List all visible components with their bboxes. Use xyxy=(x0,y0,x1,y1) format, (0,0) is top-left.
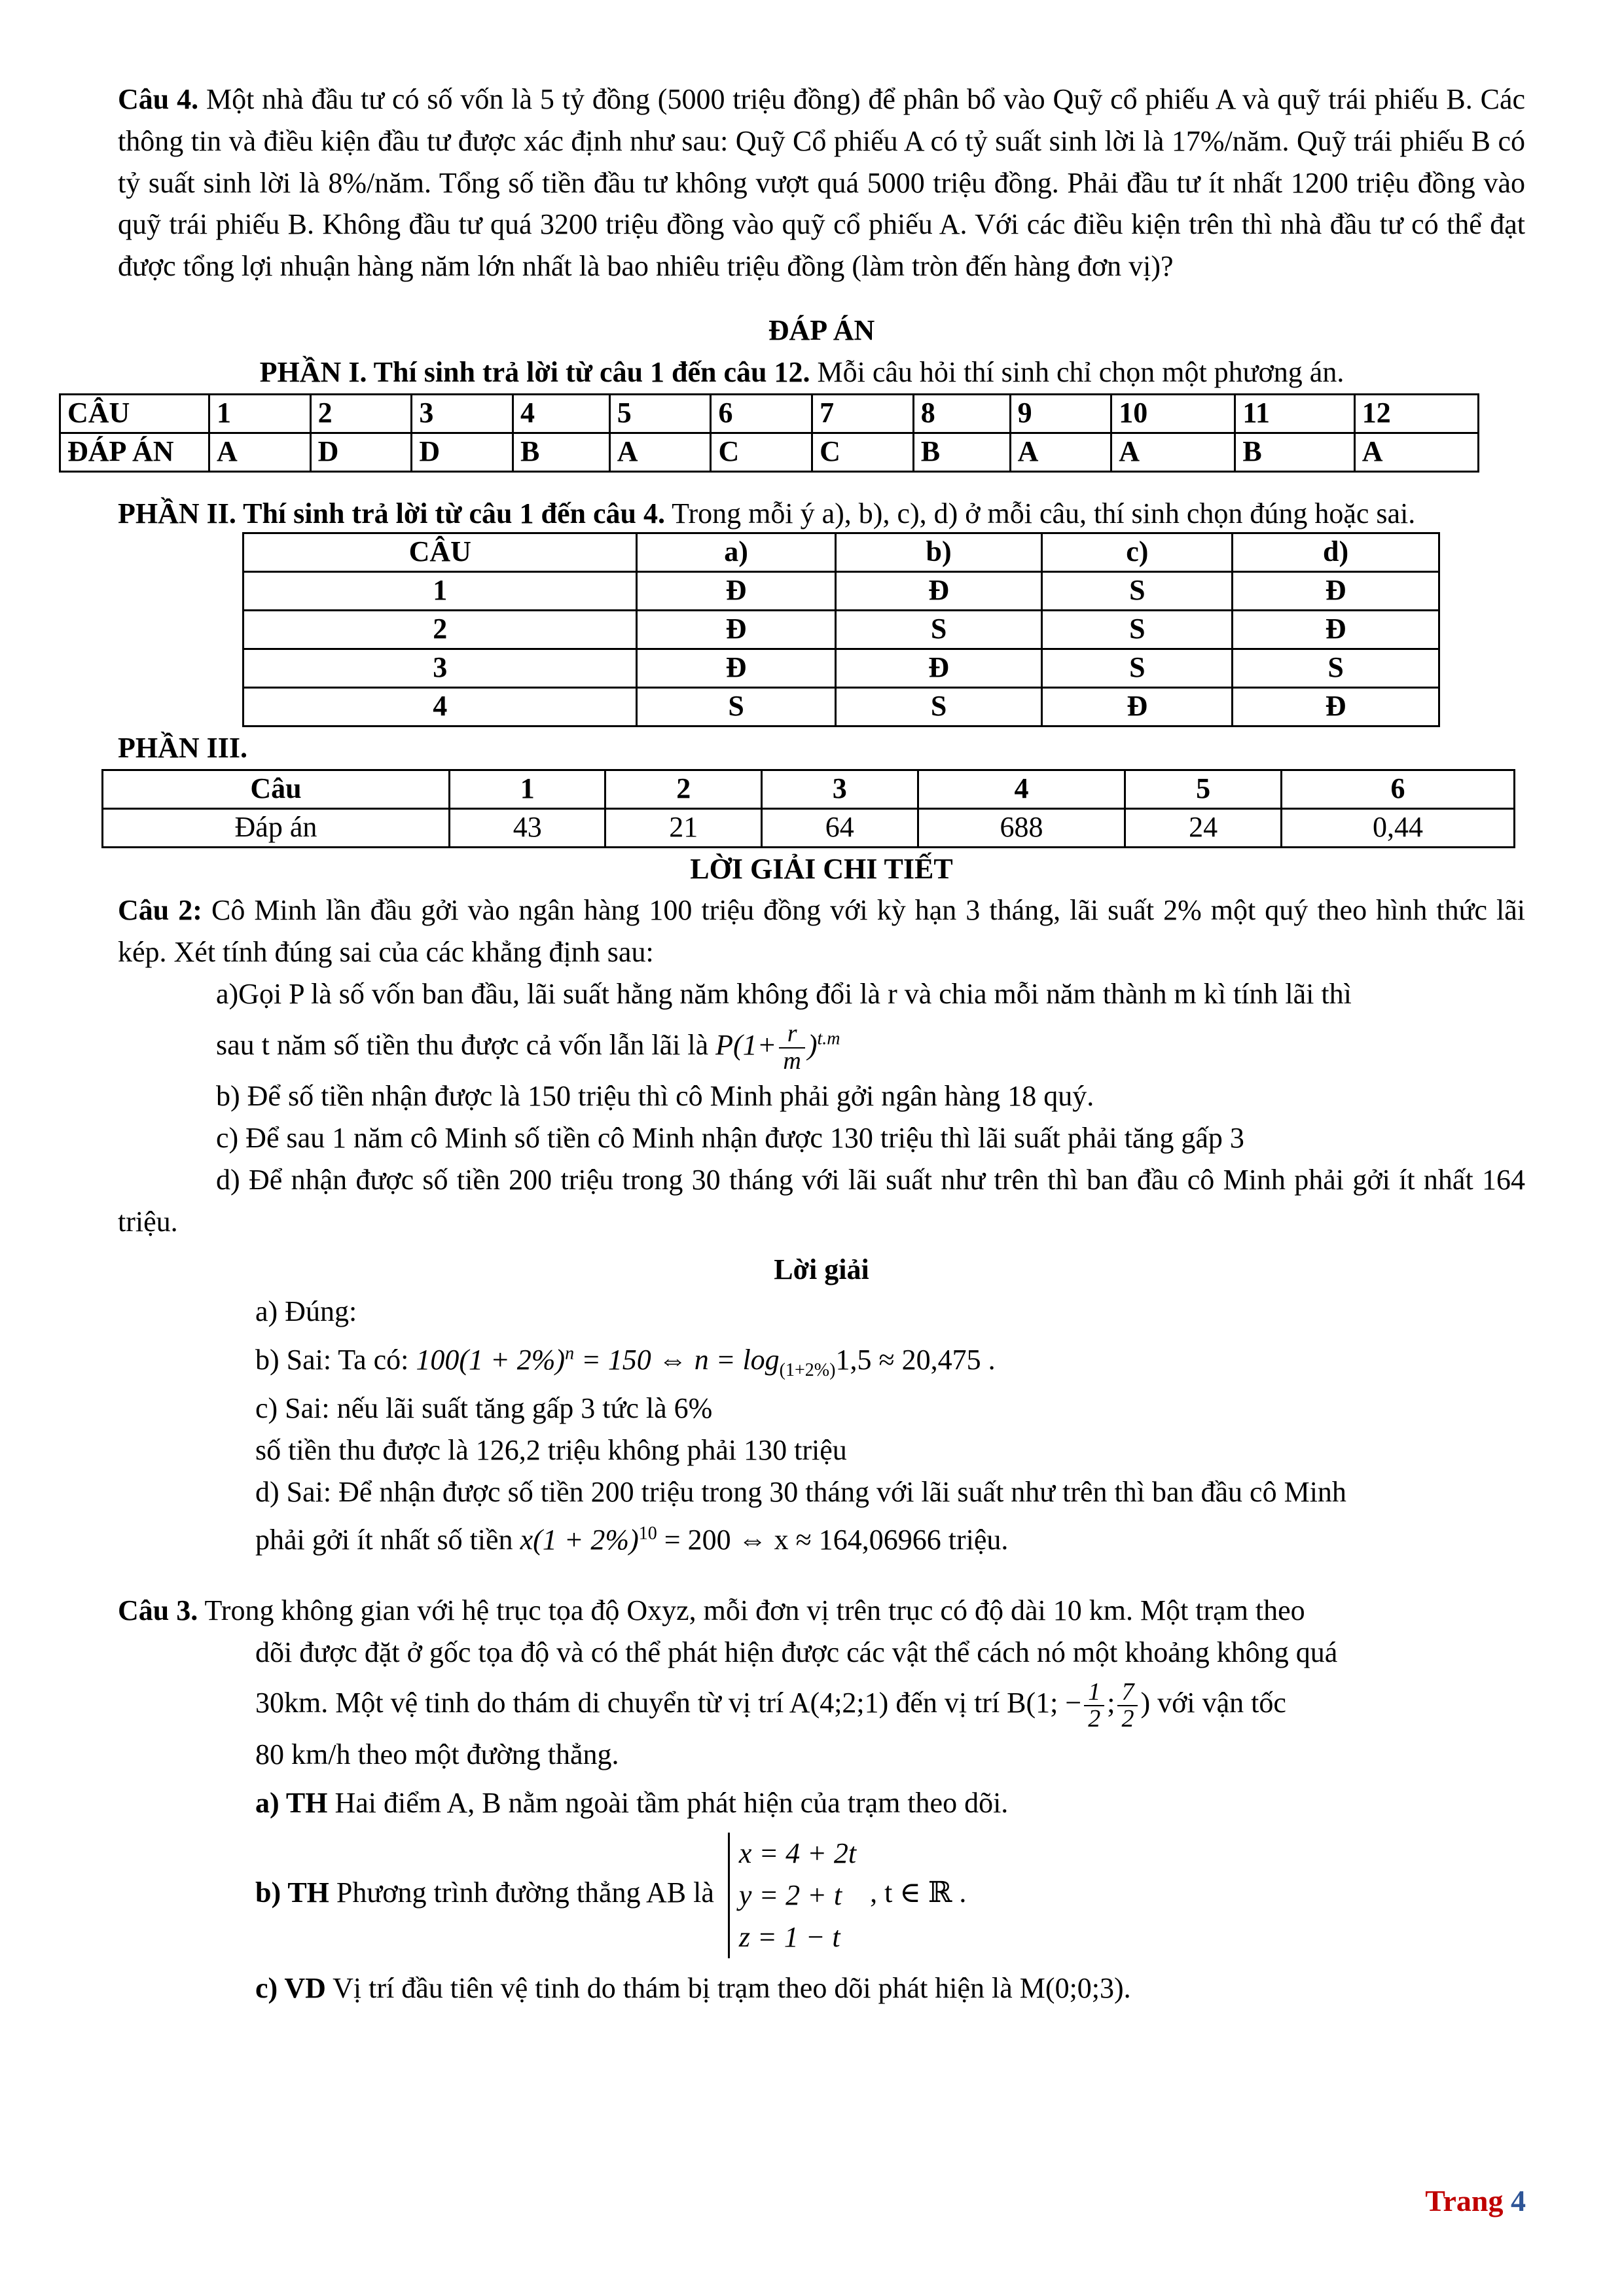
q2-solution-a: a) Đúng: xyxy=(255,1295,357,1328)
fraction-denominator: 2 xyxy=(1121,1705,1134,1733)
equation-x: x = 4 + 2t xyxy=(738,1837,857,1870)
table-cell: 9 xyxy=(1010,394,1111,433)
formula-right: ) xyxy=(807,1028,818,1061)
fraction-denominator: 2 xyxy=(1088,1705,1101,1733)
table-cell: A xyxy=(609,433,711,471)
question-3 xyxy=(118,1590,1525,1632)
line-equation-system xyxy=(728,1833,856,1958)
part3-heading: PHẦN III. xyxy=(118,731,248,764)
table-cell: 4 xyxy=(244,687,637,726)
q2-solution-d1: d) Sai: Để nhận được số tiền 200 triệu trong 30 tháng với lãi suất như trên thì ban đầu cô Minh xyxy=(255,1475,1346,1508)
table-row xyxy=(244,533,1439,571)
solution-d-math: x(1 + 2%) xyxy=(520,1524,639,1556)
q2-solution-c2: số tiền thu được là 126,2 triệu không phải 130 triệu xyxy=(255,1433,847,1466)
table-cell: a) xyxy=(637,533,835,571)
table-cell: Đ xyxy=(1233,571,1439,610)
table-cell: 3 xyxy=(761,770,918,808)
table-cell: S xyxy=(1042,610,1233,649)
table-row xyxy=(244,571,1439,610)
q3-c-tag: c) VD xyxy=(255,1971,326,2004)
page-content xyxy=(67,79,1526,2009)
q2-statement-d: d) Để nhận được số tiền 200 triệu trong 30 tháng với lãi suất như trên thì ban đầu cô Minh phải gởi ít nhất 164 triệu. xyxy=(118,1163,1525,1238)
solution-b-mid: = 150 ⇔ n = log xyxy=(574,1343,780,1376)
equation-y: y = 2 + t xyxy=(738,1879,842,1912)
table-cell: 3 xyxy=(244,649,637,687)
table-row xyxy=(103,808,1515,847)
table-cell: Câu xyxy=(103,770,450,808)
formula-left: P(1+ xyxy=(715,1028,777,1061)
q2-statement-c: c) Để sau 1 năm cô Minh số tiền cô Minh nhận được 130 triệu thì lãi suất phải tăng gấp 3 xyxy=(216,1121,1244,1154)
table-cell: CÂU xyxy=(60,394,209,433)
table-cell: S xyxy=(1042,649,1233,687)
part3-table xyxy=(101,769,1515,848)
solution-b-exponent: n xyxy=(565,1343,575,1364)
part2-heading-bold: PHẦN II. Thí sinh trả lời từ câu 1 đến câu 4. xyxy=(118,497,665,529)
question-4-label: Câu 4. xyxy=(118,83,199,115)
question-4 xyxy=(118,79,1525,287)
table-cell: Đ xyxy=(835,571,1042,610)
q2-statement-a-text: sau t năm số tiền thu được cả vốn lẫn lãi là xyxy=(216,1028,709,1061)
table-cell: 11 xyxy=(1235,394,1354,433)
table-cell: S xyxy=(1233,649,1439,687)
solution-b-subscript: (1+2%) xyxy=(779,1359,836,1380)
q3-b-tail: , t ∈ ℝ . xyxy=(863,1876,967,1909)
table-cell: B xyxy=(513,433,609,471)
q3-b-text: Phương trình đường thẳng AB là xyxy=(329,1876,714,1909)
table-cell: Đ xyxy=(637,649,835,687)
table-cell: B xyxy=(1235,433,1354,471)
page-number-label: Trang xyxy=(1425,2184,1504,2217)
fraction-numerator: r xyxy=(779,1021,804,1049)
table-cell: B xyxy=(913,433,1010,471)
q2-statement-a: a)Gọi P là số vốn ban đầu, lãi suất hằng năm không đổi là r và chia mỗi năm thành m kì tính lãi thì xyxy=(216,977,1352,1010)
part2-heading xyxy=(118,495,1525,532)
question-4-text: Một nhà đầu tư có số vốn là 5 tỷ đồng (5000 triệu đồng) để phân bổ vào Quỹ cổ phiếu A và quỹ trái phiếu B. Các thông tin và điều kiện đầu tư được xác định như sau: Quỹ Cổ phiếu A có tỷ suất sinh lời là 17%/năm. Quỹ trái phiếu B có tỷ suất sinh lời là 8%/năm. Tổng số tiền đầu tư không vượt quá 5000 triệu đồng. Phải đầu tư ít nhất 1200 triệu đồng vào quỹ trái phiếu B. Không đầu tư quá 3200 triệu đồng vào quỹ cổ phiếu A. Với các điều kiện trên thì nhà đầu tư có thể đạt được tổng lợi nhuận hàng năm lớn nhất là bao nhiêu triệu đồng (làm tròn đến hàng đơn vị)? xyxy=(118,83,1526,283)
q3-fraction-1 xyxy=(1084,1679,1104,1733)
table-cell: 6 xyxy=(1281,770,1514,808)
solution-b-end: 1,5 ≈ 20,475 . xyxy=(835,1343,996,1376)
table-cell: 43 xyxy=(449,808,605,847)
table-cell: 64 xyxy=(761,808,918,847)
table-cell: 5 xyxy=(1125,770,1282,808)
solution-d-exponent: 10 xyxy=(638,1523,657,1544)
table-row xyxy=(60,394,1479,433)
table-cell: CÂU xyxy=(244,533,637,571)
part1-heading xyxy=(79,351,1525,393)
solution-d-prefix: phải gởi ít nhất số tiền xyxy=(255,1524,520,1556)
table-cell: 1 xyxy=(449,770,605,808)
table-cell: d) xyxy=(1233,533,1439,571)
table-cell: Đáp án xyxy=(103,808,450,847)
table-cell: S xyxy=(835,610,1042,649)
table-cell: S xyxy=(1042,571,1233,610)
solution-d-end: = 200 ⇔ x ≈ 164,06966 triệu. xyxy=(657,1524,1009,1556)
q2-statement-a-cont xyxy=(118,1015,1525,1075)
table-row xyxy=(103,770,1515,808)
part1-heading-bold: PHẦN I. Thí sinh trả lời từ câu 1 đến câu 12. xyxy=(259,355,810,388)
table-cell: Đ xyxy=(637,571,835,610)
table-row xyxy=(60,433,1479,471)
table-cell: 2 xyxy=(310,394,412,433)
table-cell: 21 xyxy=(605,808,762,847)
table-cell: 8 xyxy=(913,394,1010,433)
table-cell: 4 xyxy=(513,394,609,433)
table-cell: 3 xyxy=(412,394,513,433)
q2-solution-d2 xyxy=(118,1513,1525,1568)
q2-solution-b xyxy=(118,1333,1525,1388)
q3-a-tag: a) TH xyxy=(255,1786,328,1819)
solution-title: LỜI GIẢI CHI TIẾT xyxy=(690,852,953,885)
table-cell: 24 xyxy=(1125,808,1282,847)
table-cell: 2 xyxy=(244,610,637,649)
part2-table xyxy=(242,532,1440,727)
table-row xyxy=(244,649,1439,687)
q3-text3-mid: ; xyxy=(1107,1687,1115,1719)
q3-statement-b xyxy=(118,1833,1525,1958)
table-cell: A xyxy=(1111,433,1235,471)
q2-statement-b: b) Để số tiền nhận được là 150 triệu thì cô Minh phải gởi ngân hàng 18 quý. xyxy=(216,1080,1094,1113)
answers-title: ĐÁP ÁN xyxy=(768,314,875,346)
q3-a-text: Hai điểm A, B nằm ngoài tầm phát hiện của trạm theo dõi. xyxy=(327,1786,1009,1819)
question-2-label: Câu 2: xyxy=(118,894,202,927)
question-2 xyxy=(118,889,1525,973)
fraction-numerator: 1 xyxy=(1084,1679,1104,1707)
table-cell: Đ xyxy=(1233,687,1439,726)
table-cell: 2 xyxy=(605,770,762,808)
table-cell: 5 xyxy=(609,394,711,433)
fraction-denominator: m xyxy=(783,1047,801,1075)
q2-formula xyxy=(715,1019,840,1075)
equation-z: z = 1 − t xyxy=(738,1921,840,1954)
table-cell: 1 xyxy=(244,571,637,610)
table-cell: 0,44 xyxy=(1281,808,1514,847)
q2-solution-c1: c) Sai: nếu lãi suất tăng gấp 3 tức là 6% xyxy=(255,1391,713,1424)
table-cell: C xyxy=(812,433,914,471)
table-cell: Đ xyxy=(637,610,835,649)
table-cell: 6 xyxy=(711,394,812,433)
solution-b-math: 100(1 + 2%) xyxy=(416,1343,566,1376)
table-cell: A xyxy=(1354,433,1478,471)
table-cell: S xyxy=(835,687,1042,726)
formula-exponent: t.m xyxy=(817,1028,840,1049)
q3-fraction-2 xyxy=(1117,1679,1138,1733)
table-cell: Đ xyxy=(835,649,1042,687)
page-number xyxy=(1425,2179,1526,2223)
table-cell: 688 xyxy=(918,808,1125,847)
fraction-numerator: 7 xyxy=(1117,1679,1138,1707)
q3-text4: 80 km/h theo một đường thẳng. xyxy=(255,1738,619,1770)
table-row xyxy=(244,610,1439,649)
table-cell: S xyxy=(637,687,835,726)
q3-text3-pre: 30km. Một vệ tinh do thám di chuyển từ vị trí A(4;2;1) đến vị trí B(1; − xyxy=(255,1687,1082,1719)
q3-text2: dõi được đặt ở gốc tọa độ và có thể phát hiện được các vật thể cách nó một khoảng không quá xyxy=(255,1636,1338,1668)
question-3-text1: Trong không gian với hệ trục tọa độ Oxyz, mỗi đơn vị trên trục có độ dài 10 km. Một trạm theo xyxy=(198,1594,1305,1626)
table-cell: 1 xyxy=(209,394,311,433)
table-cell: Đ xyxy=(1042,687,1233,726)
table-row xyxy=(244,687,1439,726)
table-cell: 10 xyxy=(1111,394,1235,433)
part1-heading-rest: Mỗi câu hỏi thí sinh chỉ chọn một phương án. xyxy=(810,355,1344,388)
table-cell: D xyxy=(412,433,513,471)
solution-b-prefix: b) Sai: Ta có: xyxy=(255,1343,416,1376)
q3-c-text: Vị trí đầu tiên vệ tinh do thám bị trạm theo dõi phát hiện là M(0;0;3). xyxy=(325,1971,1131,2004)
q3-text3 xyxy=(118,1673,1525,1733)
table-cell: A xyxy=(1010,433,1111,471)
q3-statement-a xyxy=(118,1782,1525,1824)
table-cell: D xyxy=(310,433,412,471)
table-cell: c) xyxy=(1042,533,1233,571)
part2-heading-rest: Trong mỗi ý a), b), c), d) ở mỗi câu, thí sinh chọn đúng hoặc sai. xyxy=(664,497,1416,529)
table-cell: 12 xyxy=(1354,394,1478,433)
table-cell: 4 xyxy=(918,770,1125,808)
table-cell: C xyxy=(711,433,812,471)
q3-text3-post: ) với vận tốc xyxy=(1140,1687,1286,1719)
table-cell: ĐÁP ÁN xyxy=(60,433,209,471)
table-cell: A xyxy=(209,433,311,471)
part1-table xyxy=(59,393,1479,473)
table-cell: Đ xyxy=(1233,610,1439,649)
question-2-text: Cô Minh lần đầu gởi vào ngân hàng 100 triệu đồng với kỳ hạn 3 tháng, lãi suất 2% một quý theo hình thức lãi kép. Xét tính đúng sai của các khẳng định sau: xyxy=(118,894,1526,969)
table-cell: b) xyxy=(835,533,1042,571)
q2-solution-title: Lời giải xyxy=(774,1253,869,1286)
q3-b-tag: b) TH xyxy=(255,1876,329,1909)
page-number-value: 4 xyxy=(1511,2184,1526,2217)
q3-statement-c xyxy=(118,1967,1525,2009)
formula-fraction xyxy=(779,1021,804,1075)
table-cell: 7 xyxy=(812,394,914,433)
question-3-label: Câu 3. xyxy=(118,1594,198,1626)
